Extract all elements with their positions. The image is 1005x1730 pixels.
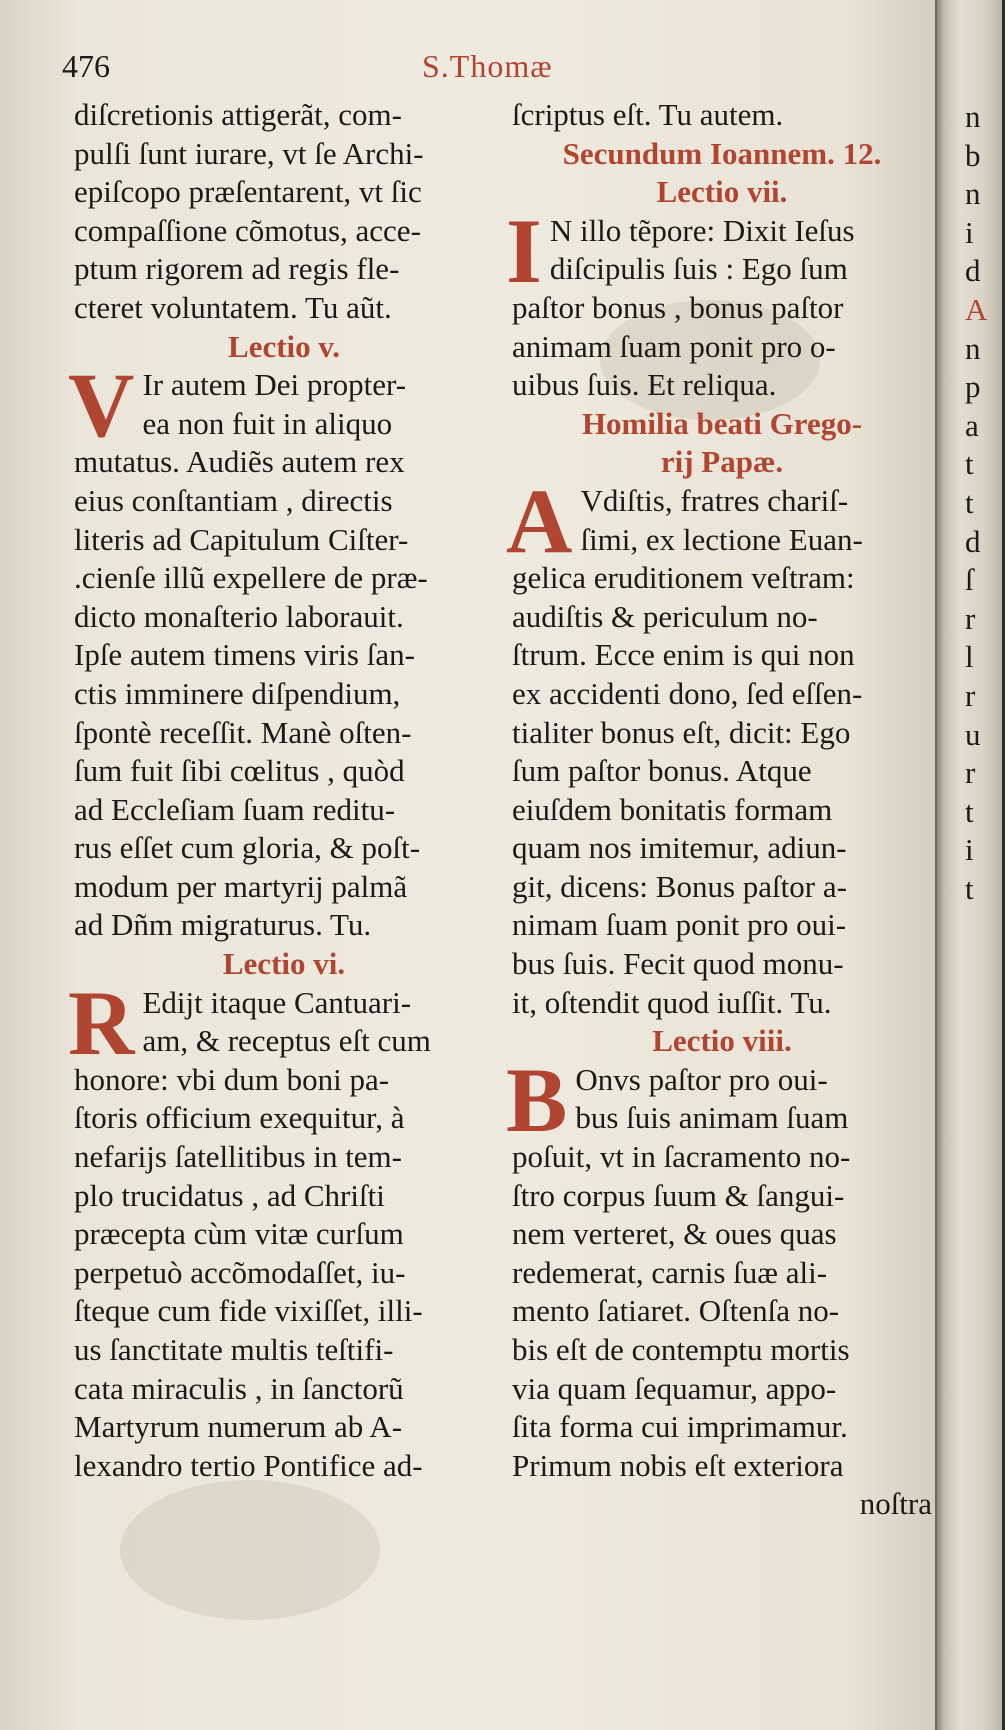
text-line: gelica eruditionem veſtram: [512,560,855,596]
text-line: mutatus. Audiẽs autem rex [74,444,405,480]
text-line: nem verteret, & oues quas [512,1216,837,1252]
facing-letter: r [965,677,976,713]
page-header [62,48,922,92]
text-line: Primum nobis eſt exteriora [512,1447,844,1483]
text-line: eius conſtantiam , directis [74,482,393,518]
lectio-heading: Lectio viii. [652,1023,792,1059]
text-line: præcepta cùm vitæ curſum [74,1216,404,1252]
text-line: nefarijs ſatellitibus in tem- [74,1139,402,1175]
lectio-paragraph [68,971,494,1074]
text-line: audiſtis & periculum no- [512,598,818,634]
text-line: Ipſe autem timens viris ſan- [74,637,415,673]
text-line: perpetuò accõmodaſſet, iu- [74,1254,406,1290]
text-line: lexandro tertio Pontifice ad- [74,1447,423,1483]
text-line: ſtoris officium exequitur, à [74,1100,405,1136]
text-line: quam nos imitemur, adiun- [512,830,847,866]
text-line: ex accidenti dono, ſed eſſen- [512,675,863,711]
text-line: it, oſtendit quod iuſſit. Tu. [512,984,832,1020]
text-line: ſteque cum fide vixiſſet, illi- [74,1293,423,1329]
drop-initial: I [506,199,542,302]
right-column [506,96,932,1524]
text-line: .cienſe illũ expellere de præ- [74,560,428,596]
homily-heading: Homilia beati Grego- [581,405,863,441]
text-line: rus eſſet cum gloria, & poſt- [74,830,421,866]
text-line: ad Dñm migraturus. Tu. [74,907,372,943]
text-line: ctis imminere diſpendium, [74,675,401,711]
text-line: N illo tẽpore: Dixit Ieſus [549,212,855,248]
facing-letter: p [965,369,981,405]
facing-letter: t [965,793,974,829]
facing-letter: u [965,716,981,752]
text-line: honore: vbi dum boni pa- [74,1061,390,1097]
text-line: paſtor bonus , bonus paſtor [512,289,844,325]
text-line: Vdiſtis, fratres chariſ- [580,482,849,518]
facing-letter: t [965,484,974,520]
drop-initial: V [68,354,135,457]
gospel-heading: Secundum Ioannem. 12. [562,135,882,171]
facing-letter: ſ [965,562,974,598]
text-line: nimam ſuam ponit pro oui- [512,907,847,943]
text-line: redemerat, carnis ſuæ ali- [512,1254,828,1290]
text-line: ptum rigorem ad regis fle- [74,251,400,287]
text-line: via quam ſequamur, appo- [512,1370,837,1406]
text-line: diſcipulis ſuis : Ego ſum [549,251,848,287]
text-line: mento ſatiaret. Oſtenſa no- [512,1293,840,1329]
text-line: poſuit, vt in ſacramento no- [512,1139,851,1175]
homily-heading: rij Papæ. [660,444,784,480]
lectio-heading: Lectio vi. [222,946,346,982]
facing-letter: i [965,214,974,250]
text-line: git, dicens: Bonus paſtor a- [512,868,847,904]
facing-letter: r [965,755,976,791]
paper-stain [120,1480,380,1620]
facing-page-edge [965,98,1005,908]
text-line: ſtrum. Ecce enim is qui non [512,637,855,673]
text-line: ſita forma cui imprimamur. [512,1409,848,1445]
text-line: epiſcopo præſentarent, vt ſic [74,174,422,210]
text-line: ſtro corpus ſuum & ſangui- [512,1177,845,1213]
text-line: ſum paſtor bonus. Atque [512,753,812,789]
facing-letter: n [965,176,981,212]
text-line: eiuſdem bonitatis formam [512,791,833,827]
facing-letter: A [965,291,988,327]
text-line: compaſſione cõmotus, acce- [74,212,421,248]
running-head: S.Thomæ [422,48,553,84]
lectio-paragraph [506,1048,932,1151]
text-line: Ir autem Dei propter- [142,367,407,403]
facing-letter: n [965,330,981,366]
homily-paragraph [506,469,932,572]
lectio-heading: Lectio v. [228,328,340,364]
text-line: dicto monaſterio laborauit. [74,598,404,634]
text-line: plo trucidatus , ad Chriſti [74,1177,385,1213]
text-line: uibus ſuis. Et reliqua. [512,367,777,403]
text-line: animam ſuam ponit pro o- [512,328,836,364]
text-line: literis ad Capitulum Ciſter- [74,521,409,557]
lectio-paragraph [68,354,494,457]
facing-letter: b [965,137,981,173]
facing-letter: i [965,832,974,868]
text-line: cteret voluntatem. Tu aũt. [74,289,392,325]
text-line: bis eſt de contemptu mortis [512,1332,850,1367]
text-line: ſcriptus eſt. Tu autem. [512,97,784,132]
text-line: bus ſuis. Fecit quod monu- [512,946,844,982]
facing-letter: n [965,99,981,134]
facing-letter: t [965,870,974,906]
facing-letter: r [965,600,976,636]
text-line: Edijt itaque Cantuari- [142,984,412,1020]
drop-initial: B [506,1048,568,1151]
lectio-heading: Lectio vii. [656,174,788,210]
text-line: us ſanctitate multis teſtifi- [74,1332,394,1367]
page-number: 476 [62,48,110,84]
catchword: noſtra [859,1486,932,1522]
text-line: cata miraculis , in ſanctorũ [74,1370,404,1406]
text-line: Onvs paſtor pro oui- [575,1061,828,1097]
text-line: am, & receptus eſt cum [142,1023,431,1059]
text-line: ſum fuit ſibi cœlitus , quòd [74,753,405,789]
text-line: ſimi, ex lectione Euan- [580,521,863,557]
left-column [68,96,494,1485]
text-line: diſcretionis attigerãt, com- [74,97,402,132]
text-line: bus ſuis animam ſuam [575,1100,849,1136]
text-line: pulſi ſunt iurare, vt ſe Archi- [74,135,424,171]
facing-letter: d [965,253,981,289]
facing-letter: t [965,446,974,482]
text-line: ſpontè receſſit. Manè oſten- [74,714,412,750]
facing-letter: a [965,407,979,443]
text-line: ea non fuit in aliquo [142,405,393,441]
facing-letter: l [965,639,974,675]
text-line: ad Eccleſiam ſuam reditu- [74,791,396,827]
text-line: modum per martyrij palmã [74,868,408,904]
drop-initial: R [68,971,135,1074]
facing-letter: d [965,523,981,559]
text-line: tialiter bonus eſt, dicit: Ego [512,714,851,750]
drop-initial: A [506,469,573,572]
lectio-paragraph [506,199,932,302]
text-line: Martyrum numerum ab A- [74,1409,403,1445]
